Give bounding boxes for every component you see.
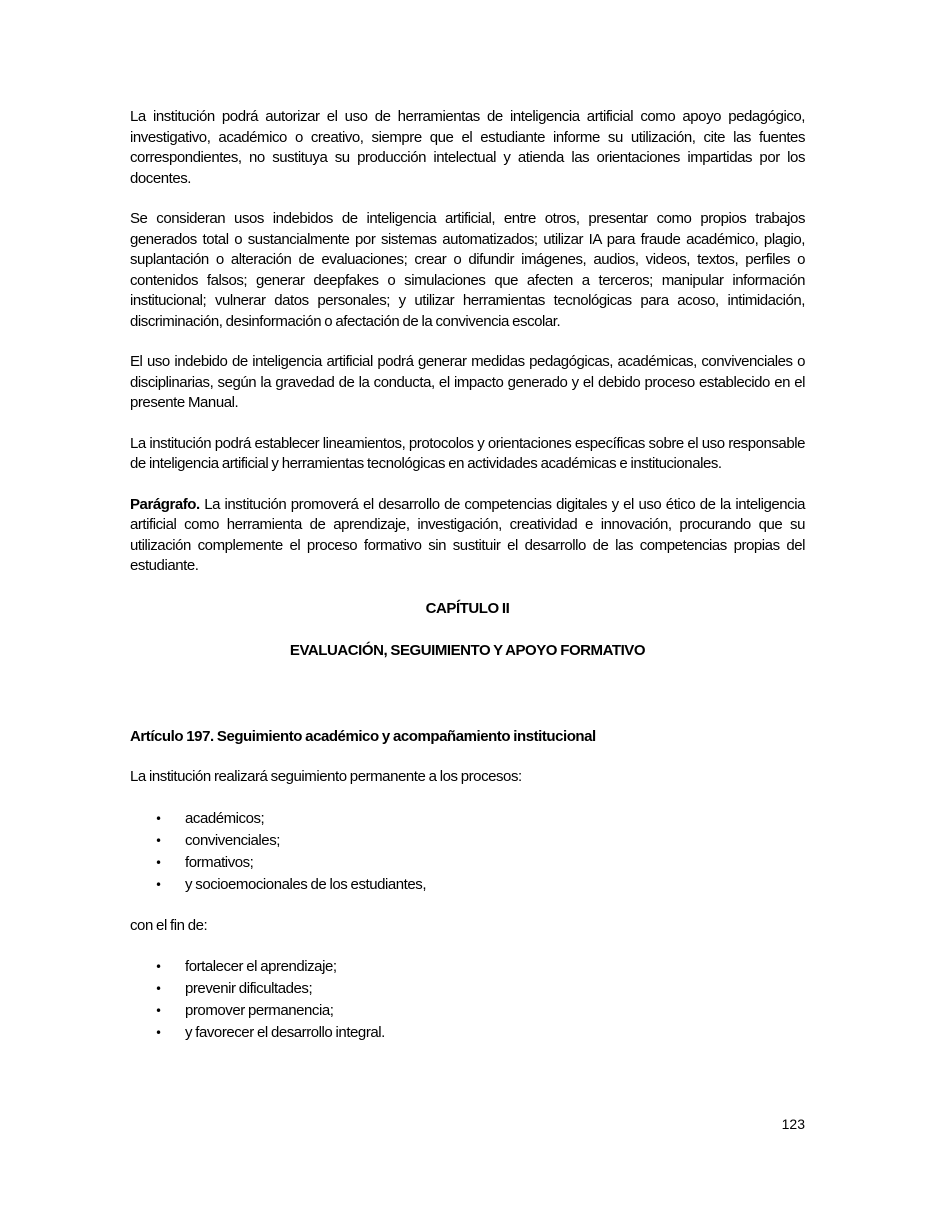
list-item: • convivenciales; [130,830,805,852]
paragrafo-text: La institución promoverá el desarrollo de competencias digitales y el uso ético de la inteligencia artificial como herramienta de aprendizaje, investigación, creatividad e innovación, procurando que su utilización complemente el proceso formativo sin sustituir el desarrollo de las competencias propias del estudiante. [130,495,805,574]
paragraph-ai-authorization: La institución podrá autorizar el uso de herramientas de inteligencia artificial como apoyo pedagógico, investigativo, académico o creativo, siempre que el estudiante informe su utilización, cite las fuentes correspondientes, no sustituya su producción intelectual y atienda las orientaciones impartidas por los docentes. [130,108,805,187]
list-item: • y favorecer el desarrollo integral. [130,1022,805,1044]
article-connector: con el fin de: [130,916,208,934]
paragraph-ai-misuse: Se consideran usos indebidos de inteligencia artificial, entre otros, presentar como propios trabajos generados total o sustancialmente por sistemas automatizados; utilizar IA para fraude académico, plagio, suplantación o alteración de evaluaciones; crear o difundir imágenes, audios, videos, textos, perfiles o contenidos falsos; generar deepfakes o simulaciones que afecten a terceros; manipular información institucional; vulnerar datos personales; y utilizar herramientas tecnológicas para acoso, intimidación, discriminación, desinformación o afectación de la convivencia escolar. [130,210,805,330]
chapter-number: CAPÍTULO II [425,599,510,617]
paragraph-paragrafo [130,495,805,577]
paragrafo-label: Parágrafo. [130,495,200,513]
paragraph-ai-sanctions: El uso indebido de inteligencia artificial podrá generar medidas pedagógicas, académicas, convivenciales o disciplinarias, según la gravedad de la conducta, el impacto generado y el debido proceso establecido en el presente Manual. [130,353,805,411]
document-page [130,107,805,1044]
list-item: • formativos; [130,852,805,874]
purpose-list [130,956,805,1044]
article-intro: La institución realizará seguimiento permanente a los procesos: [130,768,522,785]
list-item: • promover permanencia; [130,1000,805,1022]
list-item: • y socioemocionales de los estudiantes, [130,874,805,896]
article-title: Artículo 197. Seguimiento académico y acompañamiento institucional [130,727,596,745]
paragraph-ai-guidelines: La institución podrá establecer lineamientos, protocolos y orientaciones específicas sobre el uso responsable de inteligencia artificial y herramientas tecnológicas en actividades académicas e institucionales. [130,434,805,472]
list-item: • académicos; [130,808,805,830]
list-item: • prevenir dificultades; [130,978,805,1000]
process-list [130,808,805,896]
page-number: 123 [781,1116,805,1132]
list-item: • fortalecer el aprendizaje; [130,956,805,978]
chapter-title: EVALUACIÓN, SEGUIMIENTO Y APOYO FORMATIVO [289,642,646,659]
